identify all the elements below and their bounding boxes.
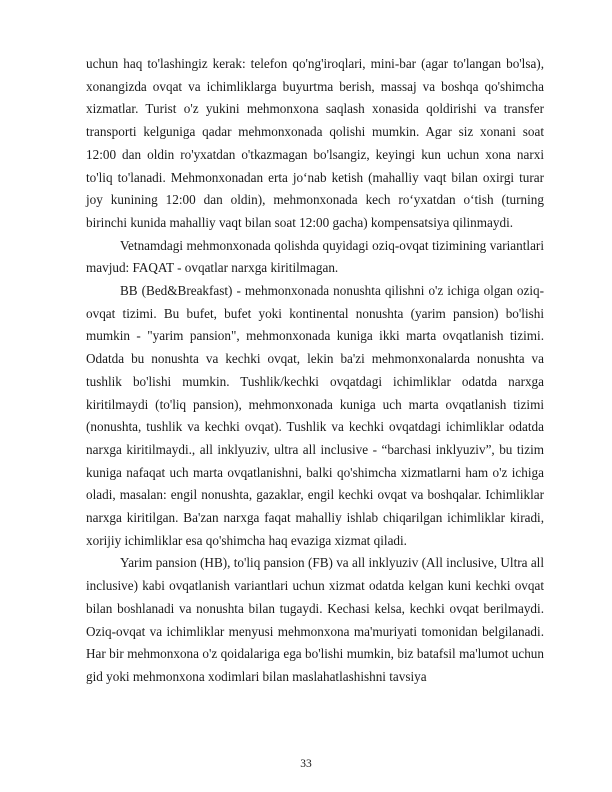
paragraph-1: uchun haq to'lashingiz kerak: telefon qo'ng'iroqlari, mini-bar (agar to'langan bo'lsa), xonangizda ovqat va ichimliklarga buyurtma berish, massaj va boshqa qo'shimcha xizmatlar. Turist o'z yukini mehmonxona saqlash xonasida qoldirishi va transfer transporti kelguniga qadar mehmonxonada qolishi mumkin. Agar siz xonani soat 12:00 dan oldin ro'yxatdan o'tkazmagan bo'lsangiz, keyingi kun uchun xona narxi to'liq to'lanadi. Mehmonxonadan erta jo‘nab ketish (mahalliy vaqt bilan oxirgi turar joy kunining 12:00 dan oldin), mehmonxonada kech ro‘yxatdan o‘tish (turning birinchi kunida mahalliy vaqt bilan soat 12:00 gacha) kompensatsiya qilinmaydi. bbox=[86, 56, 544, 230]
paragraph-4: Yarim pansion (HB), to'liq pansion (FB) va all inklyuziv (All inclusive, Ultra all inclusive) kabi ovqatlanish variantlari uchun xizmat odatda kelgan kuni kechki ovqat bilan boshlanadi va nonushta bilan tugaydi. Kechasi kelsa, kechki ovqat berilmaydi. Oziq-ovqat va ichimliklar menyusi mehmonxona ma'muriyati tomonidan belgilanadi. Har bir mehmonxona o'z qoidalariga ega bo'lishi mumkin, biz batafsil ma'lumot uchun gid yoki mehmonxona xodimlari bilan maslahatlashishni tavsiya bbox=[86, 555, 544, 684]
page-number: 33 bbox=[300, 758, 312, 770]
paragraph-2: Vetnamdagi mehmonxonada qolishda quyidagi oziq-ovqat tizimining variantlari mavjud: FAQAT - ovqatlar narxga kiritilmagan. bbox=[86, 237, 544, 276]
body-text bbox=[86, 53, 544, 689]
paragraph-3: BB (Bed&Breakfast) - mehmonxonada nonushta qilishni o'z ichiga olgan oziq-ovqat tizimi. Bu bufet, bufet yoki kontinental nonushta (yarim pansion) bo'lishi mumkin - "yarim pansion", mehmonxonada kuniga ikki marta ovqatlanish tizimi. Odatda bu nonushta va kechki ovqat, lekin ba'zi mehmonxonalarda nonushta va tushlik bo'lishi mumkin. Tushlik/kechki ovqatdagi ichimliklar odatda narxga kiritilmaydi (to'liq pansion), mehmonxonada kuniga uch marta ovqatlanish tizimi (nonushta, tushlik va kechki ovqat). Tushlik va kechki ovqatdagi ichimliklar odatda narxga kiritilmaydi., all inklyuziv, ultra all inclusive - “barchasi inklyuziv”, bu tizim kuniga nafaqat uch marta ovqatlanishni, balki qo'shimcha xizmatlarni ham o'z ichiga oladi, masalan: engil nonushta, gazaklar, engil kechki ovqat va boshqalar. Ichimliklar narxga kiritilgan. Ba'zan narxga faqat mahalliy ishlab chiqarilgan ichimliklar kiradi, xorijiy ichimliklar esa qo'shimcha haq evaziga xizmat qiladi. bbox=[86, 283, 544, 548]
